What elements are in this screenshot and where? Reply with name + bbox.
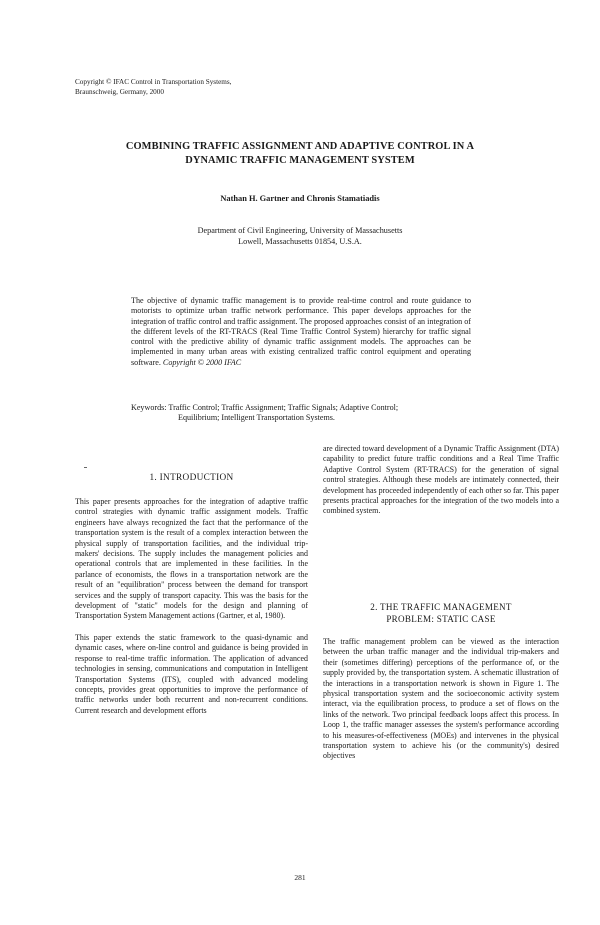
abstract-text: The objective of dynamic traffic management is to provide real-time control and route guidance to motorists to optimize urban traffic network performance. This paper develops approaches for the integration of traffic control and traffic assignment. The proposed approaches consist of an integration of the different levels of the RT-TRACS (Real Time Traffic Control System) hierarchy for traffic signal control with the predictive ability of dynamic traffic assignment models. The approaches can be implemented in many urban areas with existing centralized traffic control equipment and operating software. — [131, 296, 471, 367]
intro-paragraph-1: This paper presents approaches for the integration of adaptive traffic control strategies with dynamic traffic assignment models. Traffic engineers have always recognized the fact that the performance of the transportation system is the result of a complex interaction between the physical supply of transportation facilities, and the individual trip-makers' decisions. The supply includes the management policies and operational controls that are implemented in these facilities. In the parlance of economists, the flows in a transportation network are the result of an "equilibration" process between the demand for transport services and the supply of transport capacity. This was the basis for the development of "static" models for the design and planning of Transportation System Management actions (Gartner, et al, 1980). — [75, 497, 308, 621]
section-2-heading-line-2: PROBLEM: STATIC CASE — [386, 614, 496, 624]
affiliation-line-2: Lowell, Massachusetts 01854, U.S.A. — [238, 237, 362, 246]
authors: Nathan H. Gartner and Chronis Stamatiadis — [220, 194, 380, 203]
section-1-heading: 1. INTRODUCTION — [149, 473, 234, 483]
intro-paragraph-2: This paper extends the static framework to the quasi-dynamic and dynamic cases, where on-line control and guidance is being provided in response to real-time traffic information. The application of advanced technologies in sensing, communications and computation in Intelligent Transportation Systems (ITS), coupled with advanced modeling concepts, provides great opportunities to improve the performance of traffic networks under both recurrent and non-recurrent conditions. Current research and development efforts — [75, 632, 308, 715]
copyright-line-2: Braunschweig, Germany, 2000 — [75, 88, 164, 96]
keywords-line-2: Equilibrium; Intelligent Transportation Systems. — [178, 413, 335, 423]
keywords-line-1: Traffic Control; Traffic Assignment; Traffic Signals; Adaptive Control; — [168, 403, 399, 412]
page-number: 281 — [294, 873, 306, 882]
left-column — [75, 497, 308, 727]
copyright-notice — [75, 77, 335, 97]
abstract-copyright: Copyright © 2000 IFAC — [162, 357, 242, 367]
divider-mark — [84, 467, 87, 468]
title-line-2: DYNAMIC TRAFFIC MANAGEMENT SYSTEM — [185, 155, 415, 166]
section-2-paragraph-1: The traffic management problem can be viewed as the interaction between the urban traffic manager and the individual trip-makers and their (sometimes differing) perceptions of the performance of, or the supply provided by, the transportation system. A schematic illustration of the interactions in a transportation network is shown in Figure 1. The physical transportation system and the socioeconomic activity system interact, via the equilibration process, to produce a set of flows on the links of the network. Two principal feedback loops affect this process. In Loop 1, the traffic manager assesses the system's performance according to his measures-of-effectiveness (MOEs) and intervenes in the physical transportation system to achieve his (or the community's) desired objectives — [323, 637, 559, 761]
right-column-bottom — [323, 637, 559, 773]
affiliation-line-1: Department of Civil Engineering, University of Massachusetts — [197, 226, 403, 235]
section-2-heading-line-1: 2. THE TRAFFIC MANAGEMENT — [370, 602, 512, 612]
title-line-1: COMBINING TRAFFIC ASSIGNMENT AND ADAPTIVE CONTROL IN A — [125, 141, 475, 152]
right-column-top — [323, 444, 559, 528]
section-2-heading — [323, 601, 559, 625]
keywords — [131, 403, 471, 424]
intro-paragraph-3: are directed toward development of a Dynamic Traffic Assignment (DTA) capability to predict future traffic conditions and a Real Time Traffic Adaptive Control System (RT-TRACS) for the generation of signal control strategies. Although these models are intimately connected, their development has proceeded independently of each other so far. This paper presents practical approaches for the integration of the two models into a combined system. — [323, 444, 559, 516]
keywords-label: Keywords: — [131, 403, 167, 412]
copyright-line-1: Copyright © IFAC Control in Transportation Systems, — [75, 78, 232, 86]
abstract — [131, 296, 471, 368]
affiliation — [150, 225, 450, 247]
paper-title — [95, 140, 505, 168]
